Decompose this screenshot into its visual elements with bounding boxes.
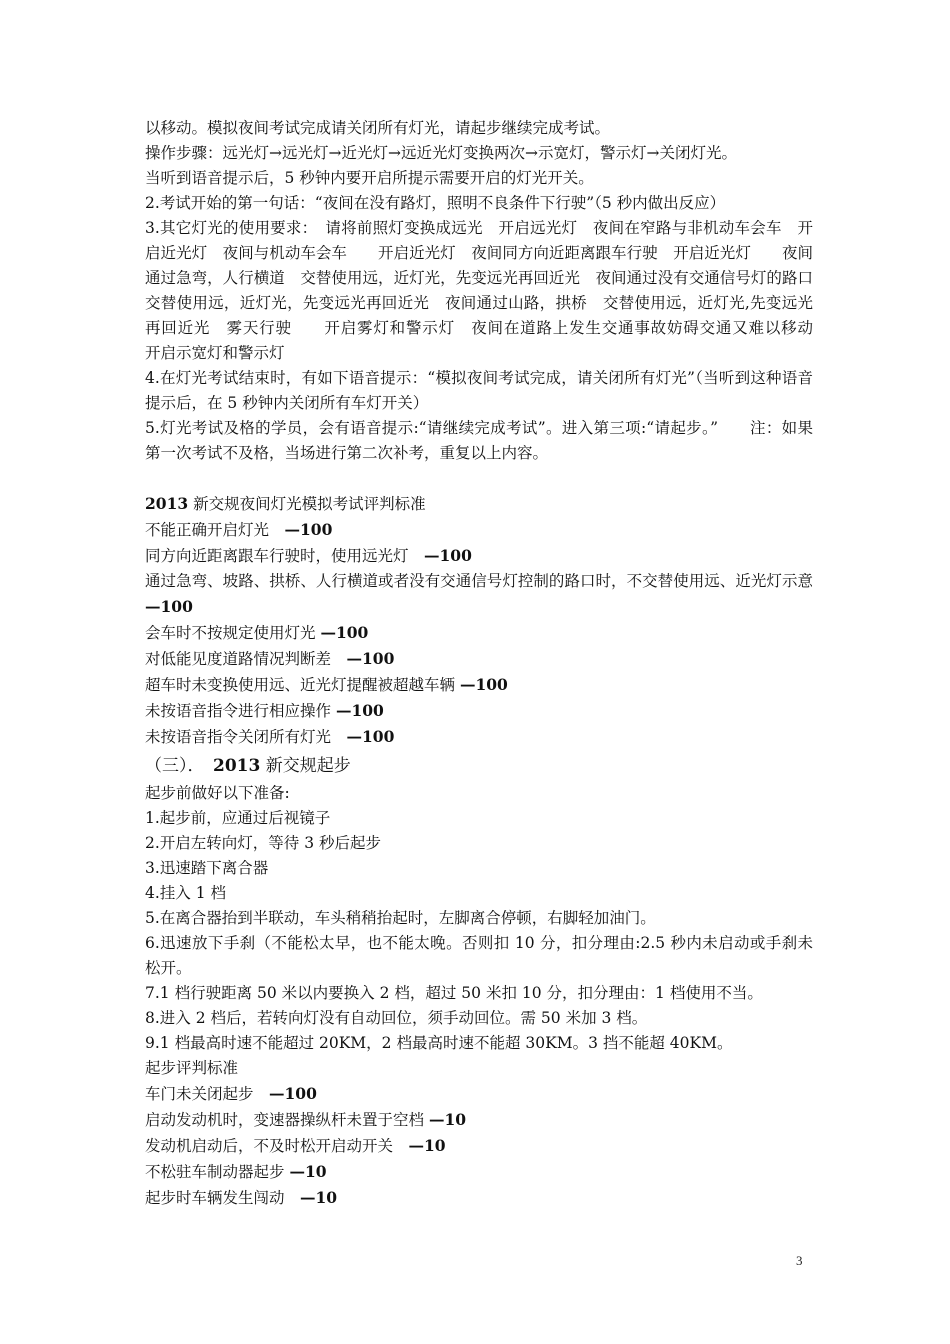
rule-score: —100 [346, 727, 395, 746]
rule-text: 会车时不按规定使用灯光 [145, 624, 321, 642]
rule-item [145, 1159, 813, 1185]
rule-item [145, 569, 813, 620]
step-item: 7.1 档行驶距离 50 米以内要换入 2 档，超过 50 米扣 10 分，扣分理由：1 档使用不当。 [145, 984, 763, 1002]
spacer [145, 466, 813, 491]
rule-text: 同方向近距离跟车行驶时，使用远光灯 [145, 547, 425, 565]
heading-text: 新交规起步 [260, 756, 351, 776]
paragraph: 操作步骤：远光灯→远光灯→近光灯→远近光灯变换两次→示宽灯，警示灯→关闭灯光。 [145, 144, 737, 162]
rule-text: 对低能见度道路情况判断差 [145, 650, 347, 668]
section-title-start-standard: 起步评判标准 [145, 1059, 239, 1077]
rule-score: —100 [459, 675, 508, 694]
page-number: 3 [796, 1253, 803, 1268]
rule-item [145, 620, 813, 646]
rule-text: 车门未关闭起步 [145, 1085, 270, 1103]
rule-item [145, 698, 813, 724]
rule-item [145, 1133, 813, 1159]
step-item: 9.1 档最高时速不能超过 20KM，2 档最高时速不能超 30KM。3 挡不能超 40KM。 [145, 1034, 733, 1052]
rule-item [145, 1107, 813, 1133]
paragraph: 2.考试开始的第一句话：“夜间在没有路灯，照明不良条件下行驶”（5 秒内做出反应） [145, 194, 726, 212]
title-text: 新交规夜间灯光模拟考试评判标准 [188, 495, 426, 513]
paragraph: 3.其它灯光的使用要求： 请将前照灯变换成远光 开启远光灯 夜间在窄路与非机动车会车 开启近光灯 夜间与机动车会车 开启近光灯 夜间同方向近距离跟车行驶 开启近光灯 夜间通过急弯，人行横道 交替使用远，近灯光，先变远光再回近光 夜间通过没有交通信号灯的路口 交替使用远，近灯光，先变远光再回近光 夜间通过山路，拱桥 交替使用远，近灯光,先变远光再回近光 雾天行驶 开启雾灯和警示灯 夜间在道路上发生交通事故妨碍交通又难以移动 开启示宽灯和警示灯 [145, 219, 845, 362]
rule-item [145, 646, 813, 672]
rule-item [145, 672, 813, 698]
rule-text: 不松驻车制动器起步 [145, 1163, 290, 1181]
rule-text: 未按语音指令进行相应操作 [145, 702, 336, 720]
paragraph: 当听到语音提示后，5 秒钟内要开启所提示需要开启的灯光开关。 [145, 169, 594, 187]
rule-score: —100 [269, 1084, 317, 1103]
step-item: 8.进入 2 档后，若转向灯没有自动回位，须手动回位。需 50 米加 3 档。 [145, 1009, 648, 1027]
page-content [145, 116, 845, 1211]
rule-score: —10 [428, 1110, 467, 1129]
paragraph: 5.灯光考试及格的学员，会有语音提示:“请继续完成考试”。进入第三项:“请起步。” 注：如果第一次考试不及格，当场进行第二次补考，重复以上内容。 [145, 419, 813, 462]
step-item: 6.迅速放下手刹（不能松太早，也不能太晚。否则扣 10 分，扣分理由:2.5 秒内未启动或手刹未松开。 [145, 934, 813, 977]
rule-text: 未按语音指令关闭所有灯光 [145, 728, 347, 746]
heading-prefix: （三）． [145, 756, 213, 776]
step-item: 4.挂入 1 档 [145, 884, 227, 902]
section-heading-start [145, 754, 813, 779]
rule-text: 发动机启动后，不及时松开启动开关 [145, 1137, 409, 1155]
title-year: 2013 [145, 494, 189, 513]
step-item: 3.迅速踏下离合器 [145, 859, 269, 877]
step-item: 5.在离合器抬到半联动，车头稍稍抬起时，左脚离合停顿，右脚轻加油门。 [145, 909, 656, 927]
rule-text: 通过急弯、坡路、拱桥、人行横道或者没有交通信号灯控制的路口时，不交替使用远、近光灯示意 [145, 572, 813, 590]
paragraph: 4.在灯光考试结束时，有如下语音提示：“模拟夜间考试完成，请关闭所有灯光”（当听到这种语音提示后，在 5 秒钟内关闭所有车灯开关） [145, 369, 813, 412]
rule-item [145, 517, 813, 543]
rule-item [145, 1081, 813, 1107]
heading-year: 2013 [213, 756, 261, 776]
rule-score: —100 [335, 701, 384, 720]
rule-score: —100 [320, 623, 369, 642]
paragraph: 起步前做好以下准备: [145, 784, 290, 802]
section-title-night-standard [145, 491, 813, 517]
rule-score: —100 [346, 649, 395, 668]
step-item: 2.开启左转向灯，等待 3 秒后起步 [145, 834, 382, 852]
rule-score: —10 [408, 1136, 446, 1155]
paragraph: 以移动。模拟夜间考试完成请关闭所有灯光，请起步继续完成考试。 [145, 119, 611, 137]
rule-text: 超车时未变换使用远、近光灯提醒被超越车辆 [145, 676, 460, 694]
rule-score: —100 [424, 546, 472, 565]
rule-score: —100 [284, 520, 333, 539]
rule-text: 起步时车辆发生闯动 [145, 1189, 301, 1207]
rule-score: —100 [145, 597, 193, 616]
rule-text: 启动发动机时，变速器操纵杆未置于空档 [145, 1111, 429, 1129]
rule-score: —10 [289, 1162, 327, 1181]
step-item: 1.起步前，应通过后视镜子 [145, 809, 331, 827]
rule-text: 不能正确开启灯光 [145, 521, 285, 539]
rule-item [145, 543, 813, 569]
rule-item [145, 724, 813, 750]
rule-score: —10 [300, 1188, 338, 1207]
rule-item [145, 1185, 813, 1211]
